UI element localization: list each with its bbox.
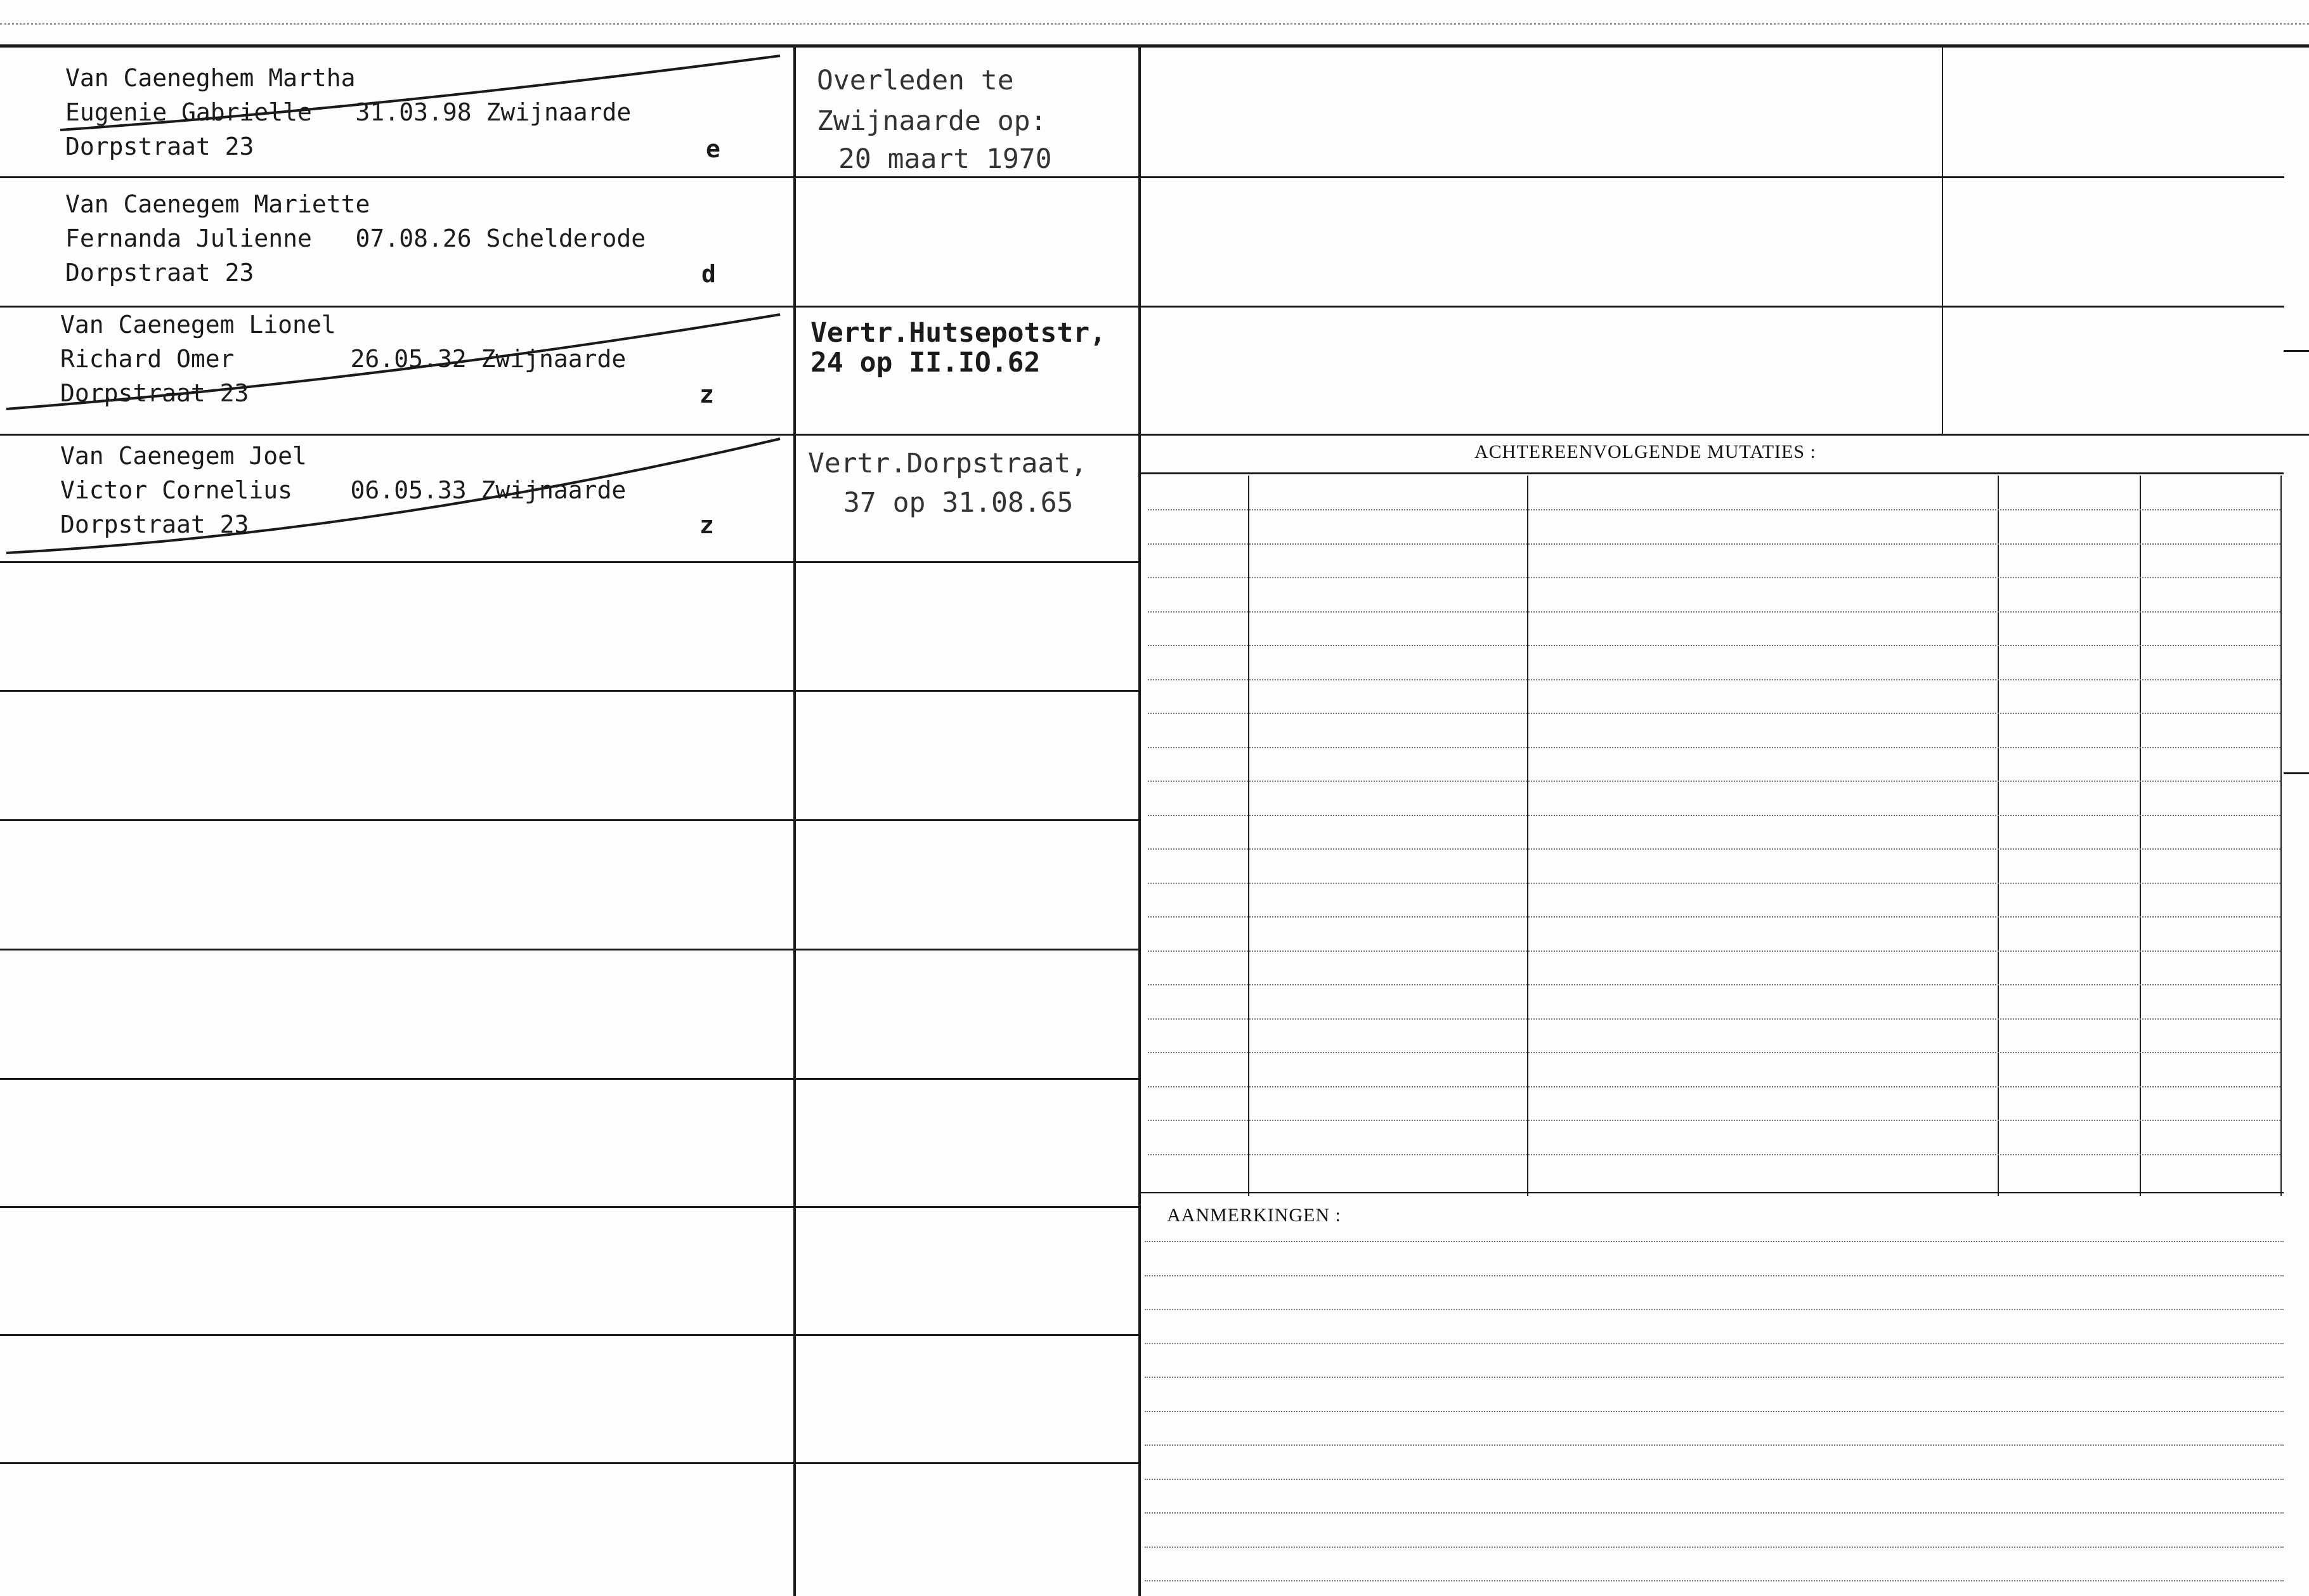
note-4-line2: 37 op 31.08.65 (843, 487, 1074, 519)
note-1-line3: 20 maart 1970 (838, 143, 1052, 175)
note-4-line1: Vertr.Dorpstraat, (808, 448, 1088, 479)
mutations-dotted-row (1148, 543, 2280, 545)
mutations-dotted-row (1148, 1154, 2280, 1155)
mutations-dotted-row (1148, 984, 2280, 985)
remarks-dotted-row (1145, 1309, 2284, 1310)
strike-person-1 (60, 56, 780, 130)
person-2-relation: d (701, 260, 716, 288)
mutations-dotted-row (1148, 509, 2280, 510)
note-3-line2: 24 op II.IO.62 (810, 347, 1041, 379)
person-4-given-names-birth: Victor Cornelius 06.05.33 Zwijnaarde (60, 476, 627, 504)
person-2-address: Dorpstraat 23 (65, 259, 254, 287)
mutations-dotted-row (1148, 577, 2280, 578)
mutations-dotted-row (1148, 883, 2280, 884)
person-1-name: Van Caeneghem Martha (65, 64, 356, 92)
mutations-dotted-row (1148, 1086, 2280, 1087)
person-4-name: Van Caenegem Joel (60, 442, 307, 470)
person-3-address: Dorpstraat 23 (60, 379, 249, 407)
person-1-relation: e (706, 135, 720, 163)
mutations-dotted-row (1148, 916, 2280, 918)
mutations-dotted-row (1148, 679, 2280, 680)
remarks-dotted-row (1145, 1377, 2284, 1378)
remarks-dotted-row (1145, 1444, 2284, 1446)
remarks-dotted-row (1145, 1241, 2284, 1242)
person-2-name: Van Caenegem Mariette (65, 190, 370, 218)
remarks-dotted-row (1145, 1580, 2284, 1581)
mutations-dotted-row (1148, 611, 2280, 613)
mutations-dotted-row (1148, 645, 2280, 646)
remarks-dotted-row (1145, 1512, 2284, 1514)
mutations-dotted-row (1148, 1120, 2280, 1121)
mutations-dotted-row (1148, 713, 2280, 714)
remarks-dotted-row (1145, 1343, 2284, 1344)
note-3-line1: Vertr.Hutsepotstr, (810, 317, 1106, 349)
person-4-address: Dorpstraat 23 (60, 510, 249, 538)
remarks-dotted-row (1145, 1411, 2284, 1412)
mutations-dotted-row (1148, 747, 2280, 748)
person-3-relation: z (699, 380, 714, 408)
mutations-header: ACHTEREENVOLGENDE MUTATIES : (1474, 441, 1816, 462)
mutations-dotted-row (1148, 1052, 2280, 1053)
mutations-dotted-row (1148, 848, 2280, 850)
strike-person-4 (6, 439, 780, 553)
person-3-name: Van Caenegem Lionel (60, 311, 336, 339)
person-2-given-names-birth: Fernanda Julienne 07.08.26 Schelderode (65, 224, 646, 252)
remarks-dotted-row (1145, 1275, 2284, 1276)
person-3-given-names-birth: Richard Omer 26.05.32 Zwijnaarde (60, 345, 627, 373)
mutations-dotted-row (1148, 1018, 2280, 1020)
person-1-address: Dorpstraat 23 (65, 133, 254, 160)
person-4-relation: z (699, 511, 714, 539)
remarks-dotted-row (1145, 1547, 2284, 1548)
note-1-line1: Overleden te (817, 65, 1014, 96)
mutations-dotted-row (1148, 815, 2280, 816)
remarks-dotted-row (1145, 1479, 2284, 1480)
person-1-given-names-birth: Eugenie Gabrielle 31.03.98 Zwijnaarde (65, 98, 632, 126)
remarks-header: AANMERKINGEN : (1167, 1205, 1341, 1226)
mutations-dotted-row (1148, 950, 2280, 952)
strike-person-3 (6, 315, 780, 409)
note-1-line2: Zwijnaarde op: (817, 105, 1047, 137)
mutations-dotted-row (1148, 781, 2280, 782)
